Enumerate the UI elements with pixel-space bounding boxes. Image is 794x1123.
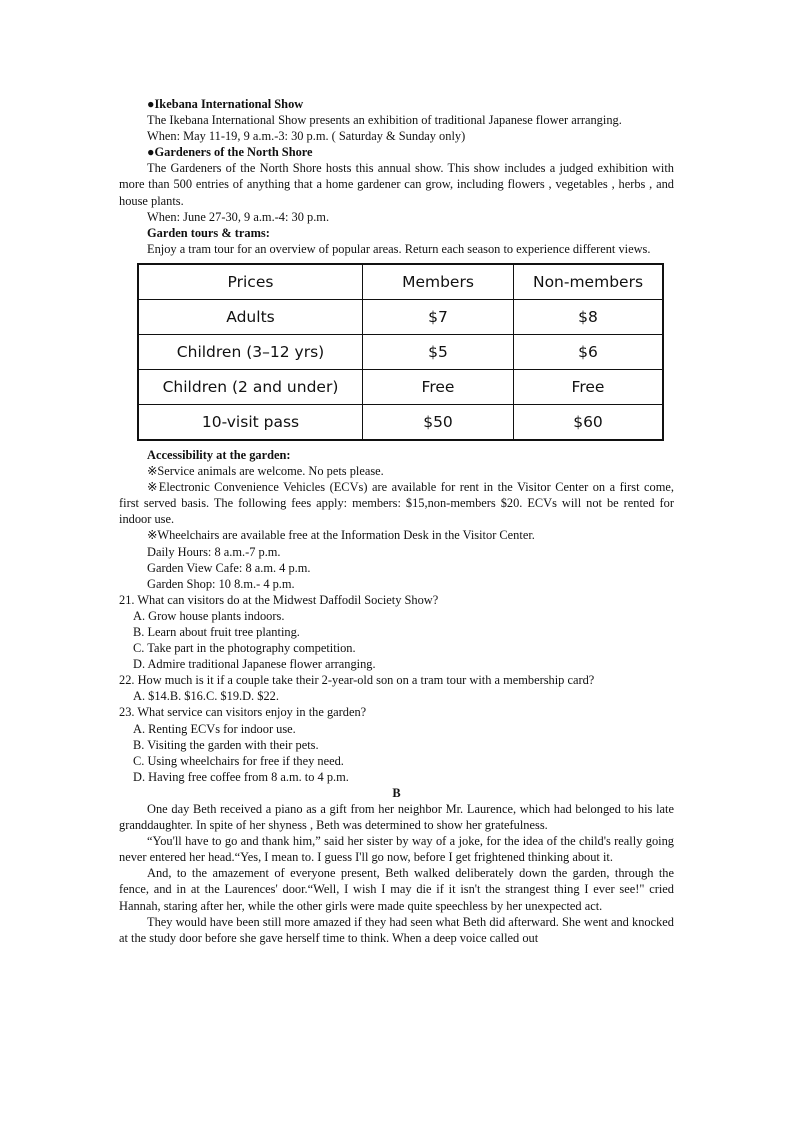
service-animals-note: ※Service animals are welcome. No pets please. bbox=[147, 464, 384, 479]
ecv-note: ※Electronic Convenience Vehicles (ECVs) are available for rent in the Visitor Center on a first come, first served basis. The following fees apply: members: $15,non-members $20. ECVs will not be rented for indoor use. bbox=[119, 480, 674, 527]
gardeners-description: The Gardeners of the North Shore hosts this annual show. This show includes a judged exhibition with more than 500 entries of anything that a home gardener can grow, including flowers , vegetables , herbs , and house plants. bbox=[119, 161, 674, 208]
question-21-option-d: D. Admire traditional Japanese flower arranging. bbox=[133, 657, 376, 672]
tours-description: Enjoy a tram tour for an overview of popular areas. Return each season to experience different views. bbox=[147, 241, 651, 256]
member-price-cell: $50 bbox=[363, 404, 514, 440]
row-label-cell: 10-visit pass bbox=[138, 404, 363, 440]
question-23-option-c: C. Using wheelchairs for free if they need. bbox=[133, 753, 344, 768]
table-row bbox=[138, 369, 663, 404]
non-member-price-cell: $8 bbox=[514, 299, 664, 334]
gardeners-heading: ●Gardeners of the North Shore bbox=[147, 145, 313, 160]
accessibility-heading: Accessibility at the garden: bbox=[147, 447, 291, 462]
daily-hours: Daily Hours: 8 a.m.-7 p.m. bbox=[147, 544, 281, 559]
question-21-option-a: A. Grow house plants indoors. bbox=[133, 608, 285, 623]
member-price-cell: $5 bbox=[363, 334, 514, 369]
header-cell-non-members: Non-members bbox=[514, 264, 664, 300]
section-b-paragraph-2: “You'll have to go and thank him,” said her sister by way of a joke, for the idea of the child's really going never entered her head.“Yes, I mean to. I guess I'll go now, before I get frightened thinking about it. bbox=[119, 834, 674, 865]
question-22: 22. How much is it if a couple take their 2-year-old son on a tram tour with a membership card? bbox=[119, 673, 595, 688]
ikebana-when: When: May 11-19, 9 a.m.-3: 30 p.m. ( Saturday & Sunday only) bbox=[147, 129, 466, 144]
section-b-label: B bbox=[392, 785, 401, 800]
section-b-paragraph-1: One day Beth received a piano as a gift from her neighbor Mr. Laurence, which had belonged to his late granddaughter. In spite of her shyness , Beth was determined to show her gratefulness. bbox=[119, 802, 674, 833]
non-member-price-cell: $60 bbox=[514, 404, 664, 440]
question-21-option-b: B. Learn about fruit tree planting. bbox=[133, 624, 300, 639]
member-price-cell: Free bbox=[363, 369, 514, 404]
question-23-option-b: B. Visiting the garden with their pets. bbox=[133, 737, 319, 752]
table-row bbox=[138, 404, 663, 440]
non-member-price-cell: Free bbox=[514, 369, 664, 404]
row-label-cell: Adults bbox=[138, 299, 363, 334]
price-table bbox=[137, 263, 664, 441]
question-23: 23. What service can visitors enjoy in the garden? bbox=[119, 705, 367, 720]
tours-heading: Garden tours & trams: bbox=[147, 225, 270, 240]
row-label-cell: Children (3–12 yrs) bbox=[138, 334, 363, 369]
member-price-cell: $7 bbox=[363, 299, 514, 334]
header-cell-members: Members bbox=[363, 264, 514, 300]
section-b-paragraph-3: And, to the amazement of everyone present, Beth walked deliberately down the garden, through the fence, and in at the Laurences' door.“Well, I wish I may die if it isn't the strangest thing I ever see!" cried Hannah, staring after her, while the other girls were made quite speechless by her unexpected act. bbox=[119, 866, 674, 913]
ikebana-heading: ●Ikebana International Show bbox=[147, 97, 304, 111]
question-23-option-a: A. Renting ECVs for indoor use. bbox=[133, 721, 296, 736]
ikebana-description: The Ikebana International Show presents an exhibition of traditional Japanese flower arranging. bbox=[147, 113, 622, 128]
question-21-option-c: C. Take part in the photography competition. bbox=[133, 641, 356, 656]
shop-hours: Garden Shop: 10 8.m.- 4 p.m. bbox=[147, 576, 295, 591]
document-page bbox=[119, 96, 674, 946]
non-member-price-cell: $6 bbox=[514, 334, 664, 369]
header-cell-prices: Prices bbox=[138, 264, 363, 300]
cafe-hours: Garden View Cafe: 8 a.m. 4 p.m. bbox=[147, 560, 311, 575]
wheelchairs-note: ※Wheelchairs are available free at the Information Desk in the Visitor Center. bbox=[147, 528, 535, 543]
question-21: 21. What can visitors do at the Midwest Daffodil Society Show? bbox=[119, 592, 439, 607]
question-23-option-d: D. Having free coffee from 8 a.m. to 4 p.m. bbox=[133, 769, 349, 784]
row-label-cell: Children (2 and under) bbox=[138, 369, 363, 404]
table-row bbox=[138, 299, 663, 334]
table-row bbox=[138, 334, 663, 369]
question-22-options: A. $14.B. $16.C. $19.D. $22. bbox=[133, 689, 279, 704]
section-b-paragraph-4: They would have been still more amazed if they had seen what Beth did afterward. She went and knocked at the study door before she gave herself time to think. When a deep voice called out bbox=[119, 914, 674, 945]
price-table-header-row bbox=[138, 264, 663, 300]
gardeners-when: When: June 27-30, 9 a.m.-4: 30 p.m. bbox=[147, 209, 330, 224]
